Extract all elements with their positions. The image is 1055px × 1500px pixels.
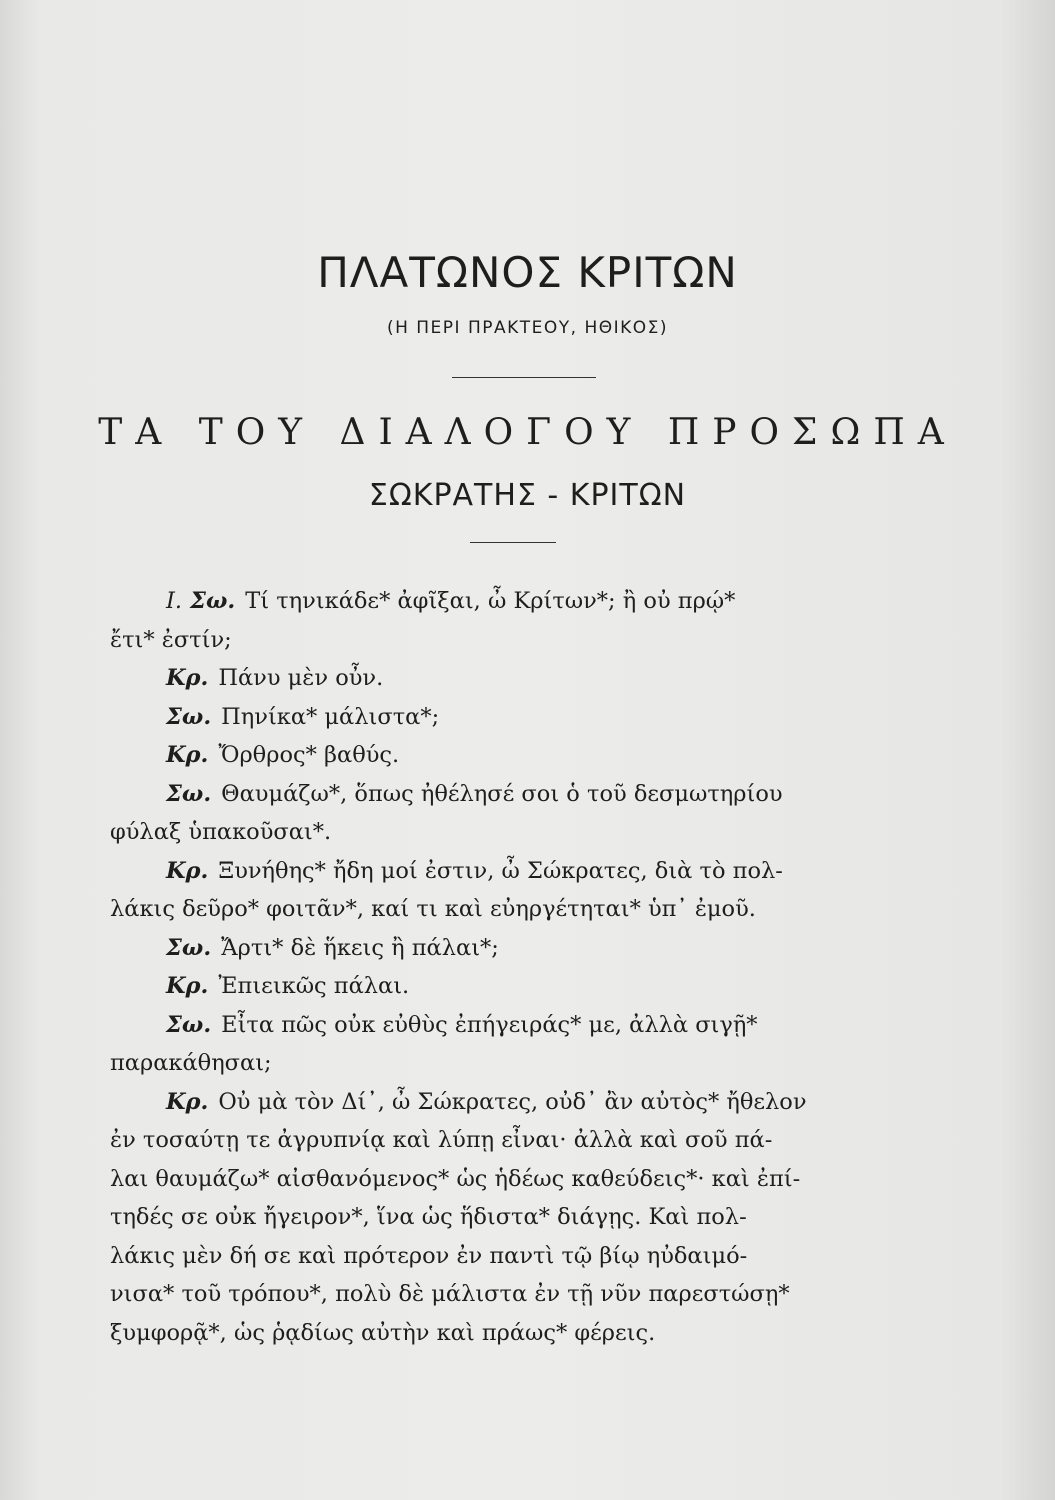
speaker-label: Σω. <box>166 703 212 730</box>
line-text: νισα* τοῦ τρόπου*, πολὺ δὲ μάλιστα ἐν τῇ νῦν παρεστώσῃ* <box>110 1281 790 1307</box>
line-text: Πηνίκα* μάλιστα*; <box>221 703 440 730</box>
speaker-label: Σω. <box>166 934 212 961</box>
line-text: Εἶτα πῶς οὐκ εὐθὺς ἐπήγειράς* με, ἀλλὰ σιγῇ* <box>221 1011 758 1038</box>
dramatis-personae-names: ΣΩΚΡΑΤΗΣ - ΚΡΙΤΩΝ <box>368 478 687 513</box>
speaker-label: Σω. <box>190 588 236 614</box>
text-line <box>110 698 925 737</box>
speaker-label: Σω. <box>166 1011 212 1038</box>
text-line <box>110 582 925 621</box>
text-line <box>110 1314 925 1353</box>
text-line <box>110 1198 925 1237</box>
work-subtitle: (Η ΠΕΡΙ ΠΡΑΚΤΕΟΥ, ΗΘΙΚΟΣ) <box>386 318 669 338</box>
line-text: λάκις μὲν δή σε καὶ πρότερον ἐν παντὶ τῷ βίῳ ηὐδαιμό- <box>110 1242 748 1269</box>
work-title: ΠΛΑΤΩΝΟΣ ΚΡΙΤΩΝ <box>317 248 738 297</box>
text-line <box>110 621 925 660</box>
divider-rule <box>452 377 596 378</box>
text-line <box>110 890 925 929</box>
speaker-label: Κρ. <box>166 665 209 691</box>
speaker-label: Κρ. <box>166 857 209 884</box>
dramatis-personae-heading: ΤΑ ΤΟΥ ΔΙΑΛΟΓΟΥ ΠΡΟΣΩΠΑ <box>98 412 957 453</box>
text-line <box>110 1237 925 1276</box>
text-line <box>110 1275 925 1314</box>
text-line <box>110 1121 925 1160</box>
text-line <box>110 736 925 775</box>
line-text: ἐν τοσαύτῃ τε ἀγρυπνίᾳ καὶ λύπῃ εἶναι· ἀλλὰ καὶ σοῦ πά- <box>110 1127 773 1153</box>
section-number: I. <box>166 588 183 614</box>
line-text: ἔτι* ἐστίν; <box>110 626 232 653</box>
line-text: λάκις δεῦρο* φοιτᾶν*, καί τι καὶ εὐηργέτηται* ὑπ᾽ ἐμοῦ. <box>110 896 756 922</box>
line-text: λαι θαυμάζω* αἰσθανόμενος* ὡς ἡδέως καθεύδεις*· καὶ ἐπί- <box>110 1165 801 1192</box>
text-line <box>110 852 925 891</box>
speaker-label: Κρ. <box>166 973 209 999</box>
dialogue-text <box>110 582 925 1352</box>
line-text: Πάνυ μὲν οὖν. <box>218 665 384 691</box>
line-text: Ὄρθρος* βαθύς. <box>218 742 400 768</box>
text-line <box>110 659 925 698</box>
text-line <box>110 813 925 852</box>
text-line <box>110 929 925 968</box>
speaker-label: Σω. <box>166 780 212 807</box>
line-text: Ξυνήθης* ἤδη μοί ἐστιν, ὦ Σώκρατες, διὰ τὸ πολ- <box>218 857 783 884</box>
line-text: Ἄρτι* δὲ ἥκεις ἢ πάλαι*; <box>221 934 499 961</box>
line-text: τηδές σε οὐκ ἤγειρον*, ἵνα ὡς ἥδιστα* διάγῃς. Καὶ πολ- <box>110 1204 747 1230</box>
line-text: παρακάθησαι; <box>110 1050 272 1076</box>
line-text: Τί τηνικάδε* ἀφῖξαι, ὦ Κρίτων*; ἢ οὐ πρῴ* <box>245 588 736 614</box>
speaker-label: Κρ. <box>166 1088 209 1115</box>
text-line <box>110 967 925 1006</box>
text-line <box>110 1044 925 1083</box>
text-line <box>110 1083 925 1122</box>
text-line <box>110 775 925 814</box>
line-text: φύλαξ ὑπακοῦσαι*. <box>110 819 332 845</box>
text-line <box>110 1006 925 1045</box>
line-text: Θαυμάζω*, ὅπως ἠθέλησέ σοι ὁ τοῦ δεσμωτηρίου <box>221 780 783 807</box>
line-text: ξυμφορᾷ*, ὡς ῥᾳδίως αὐτὴν καὶ πράως* φέρεις. <box>110 1319 656 1346</box>
line-text: Ἐπιεικῶς πάλαι. <box>218 973 410 999</box>
speaker-label: Κρ. <box>166 742 209 768</box>
line-text: Οὐ μὰ τὸν Δί᾽, ὦ Σώκρατες, οὐδ᾽ ἂν αὐτὸς* ἤθελον <box>218 1088 807 1115</box>
text-line <box>110 1160 925 1199</box>
divider-rule <box>470 542 556 543</box>
